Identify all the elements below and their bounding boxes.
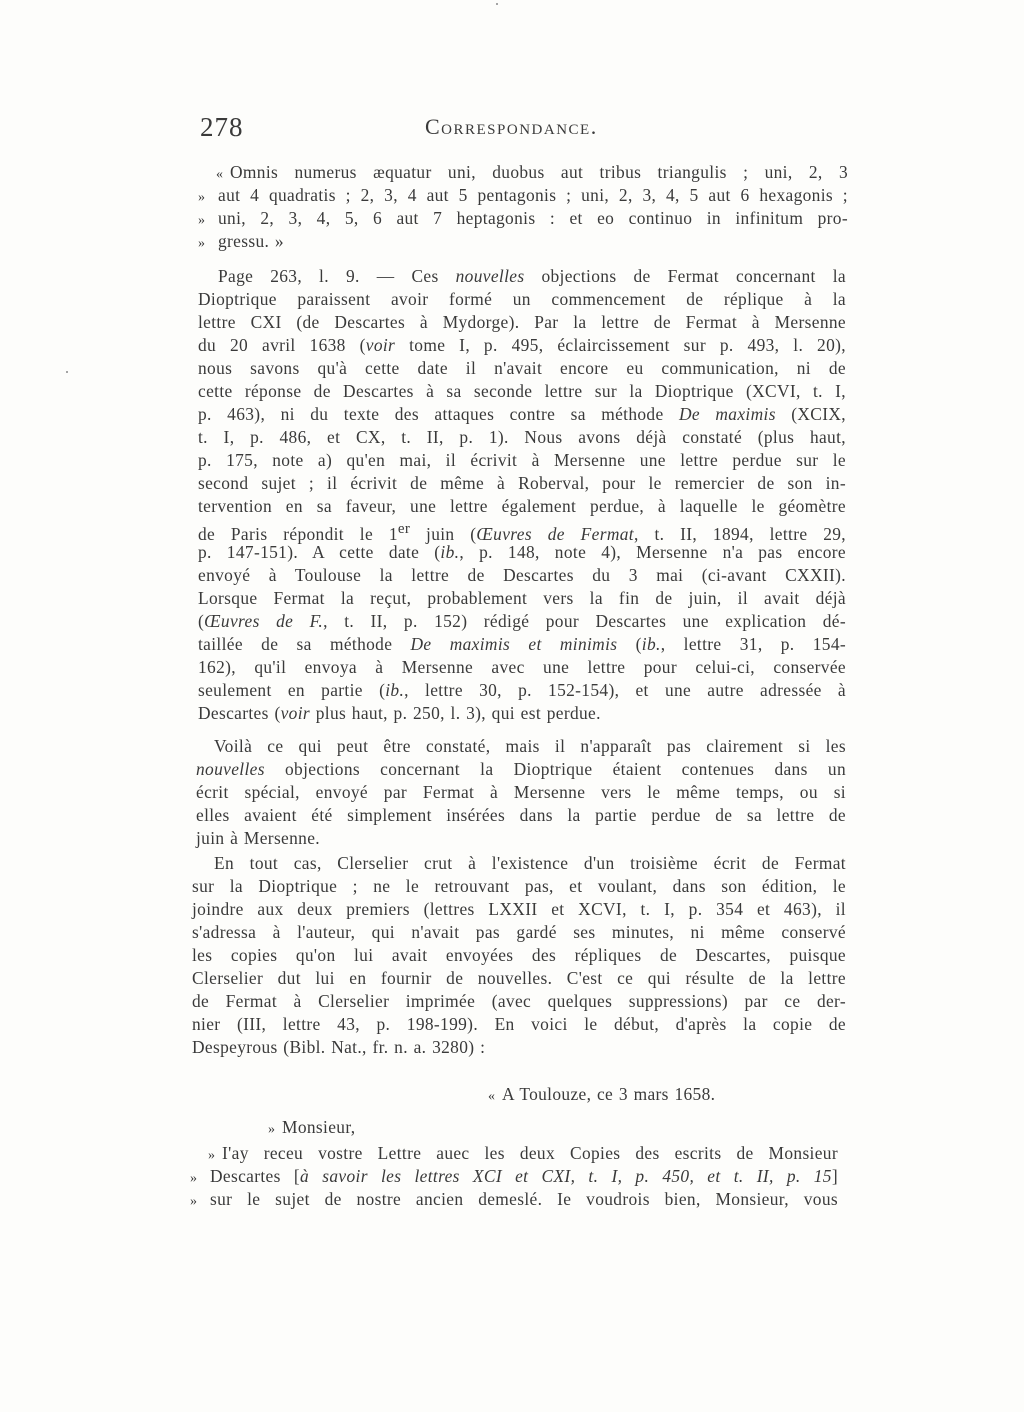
paragraph-line: t. I, p. 486, et CX, t. II, p. 1). Nous avons déjà constaté (plus haut,: [198, 427, 846, 447]
paragraph-line: cette réponse de Descartes à sa seconde lettre sur la Dioptrique (XCVI, t. I,: [198, 381, 846, 401]
quote-line: » uni, 2, 3, 4, 5, 6 aut 7 heptagonis : et eo continuo in infinitum pro-: [198, 208, 848, 228]
paragraph-line: juin à Mersenne.: [196, 828, 320, 848]
paragraph-line: nier (III, lettre 43, p. 198-199). En voici le début, d'après la copie de: [192, 1014, 846, 1034]
paragraph-line: p. 463), ni du texte des attaques contre sa méthode De maximis (XCIX,: [198, 404, 846, 424]
letter-line: » sur le sujet de nostre ancien demeslé. Ie voudrois bien, Monsieur, vous: [190, 1189, 838, 1209]
letter-salutation: » Monsieur,: [268, 1117, 356, 1137]
paragraph-line: Clerselier dut lui en fournir de nouvelles. C'est ce qui résulte de la lettre: [192, 968, 846, 988]
paragraph-line: nouvelles objections concernant la Dioptrique étaient contenues dans un: [196, 759, 846, 779]
paragraph-line: Despeyrous (Bibl. Nat., fr. n. a. 3280) :: [192, 1037, 486, 1057]
paragraph-line: taillée de sa méthode De maximis et minimis (ib., lettre 31, p. 154-: [198, 634, 847, 654]
paragraph-line: écrit spécial, envoyé par Fermat à Mersenne vers le même temps, ou si: [196, 782, 846, 802]
paragraph-line: lettre CXI (de Descartes à Mydorge). Par la lettre de Fermat à Mersenne: [198, 312, 846, 332]
paragraph-line: de Fermat à Clerselier imprimée (avec quelques suppressions) par ce der-: [192, 991, 846, 1011]
paragraph-line: 162), qu'il envoya à Mersenne avec une lettre pour celui-ci, conservée: [198, 657, 846, 677]
paragraph-line: Descartes (voir plus haut, p. 250, l. 3), qui est perdue.: [198, 703, 601, 723]
paragraph-line: Page 263, l. 9. — Ces nouvelles objections de Fermat concernant la: [218, 266, 846, 286]
scan-speck: [66, 371, 68, 373]
paragraph-line: elles avaient été simplement insérées dans la partie perdue de sa lettre de: [196, 805, 846, 825]
paragraph-line: les copies qu'on lui avait envoyées des répliques de Descartes, puisque: [192, 945, 846, 965]
paragraph-line: p. 175, note a) qu'en mai, il écrivit à Mersenne une lettre perdue sur le: [198, 450, 846, 470]
quote-line: » aut 4 quadratis ; 2, 3, 4 aut 5 pentagonis ; uni, 2, 3, 4, 5 aut 6 hexagonis ;: [198, 185, 848, 205]
paragraph-line: Dioptrique paraissent avoir formé un commencement de réplique à la: [198, 289, 846, 309]
page-header: [198, 112, 842, 144]
paragraph-line: (Œuvres de F., t. II, p. 152) rédigé pour Descartes une explication dé-: [198, 611, 846, 631]
letter-line: » I'ay receu vostre Lettre auec les deux Copies des escrits de Monsieur: [208, 1143, 838, 1163]
paragraph-line: envoyé à Toulouse la lettre de Descartes du 3 mai (ci-avant CXXII).: [198, 565, 846, 585]
page-number: 278: [200, 112, 244, 142]
paragraph-line: En tout cas, Clerselier crut à l'existence d'un troisième écrit de Fermat: [214, 853, 846, 873]
quote-line: « Omnis numerus æquatur uni, duobus aut tribus triangulis ; uni, 2, 3: [216, 162, 848, 182]
running-title: Correspondance.: [425, 114, 598, 139]
paragraph-line: du 20 avril 1638 (voir tome I, p. 495, éclaircissement sur p. 493, l. 20),: [198, 335, 846, 355]
paragraph-line: nous savons qu'à cette date il n'avait encore eu communication, ni de: [198, 358, 846, 378]
paragraph-line: p. 147-151). A cette date (ib., p. 148, note 4), Mersenne n'a pas encore: [198, 542, 846, 562]
paragraph-line: sur la Dioptrique ; ne le retrouvant pas, et voulant, dans son édition, le: [192, 876, 846, 896]
paragraph-line: seulement en partie (ib., lettre 30, p. 152-154), et une autre adressée à: [198, 680, 846, 700]
quote-line: » gressu. »: [198, 231, 284, 251]
paragraph-line: joindre aux deux premiers (lettres LXXII et XCVI, t. I, p. 354 et 463), il: [192, 899, 846, 919]
letter-line: » Descartes [à savoir les lettres XCI et CXI, t. I, p. 450, et t. II, p. 15]: [190, 1166, 838, 1186]
paragraph-line: s'adressa à l'auteur, qui n'avait pas gardé ses minutes, ni même conservé: [192, 922, 846, 942]
paragraph-line: Lorsque Fermat la reçut, probablement vers la fin de juin, il avait déjà: [198, 588, 846, 608]
paragraph-line: de Paris répondit le 1er juin (Œuvres de Fermat, t. II, 1894, lettre 29,: [198, 521, 846, 544]
paragraph-line: Voilà ce qui peut être constaté, mais il n'apparaît pas clairement si les: [214, 736, 846, 756]
paragraph-line: tervention en sa faveur, une lettre également perdue, à laquelle le géomètre: [198, 496, 846, 516]
scan-speck: [496, 3, 498, 5]
letter-dateline: « A Toulouze, ce 3 mars 1658.: [488, 1084, 716, 1104]
paragraph-line: second sujet ; il écrivit de même à Roberval, pour le remercier de son in-: [198, 473, 846, 493]
